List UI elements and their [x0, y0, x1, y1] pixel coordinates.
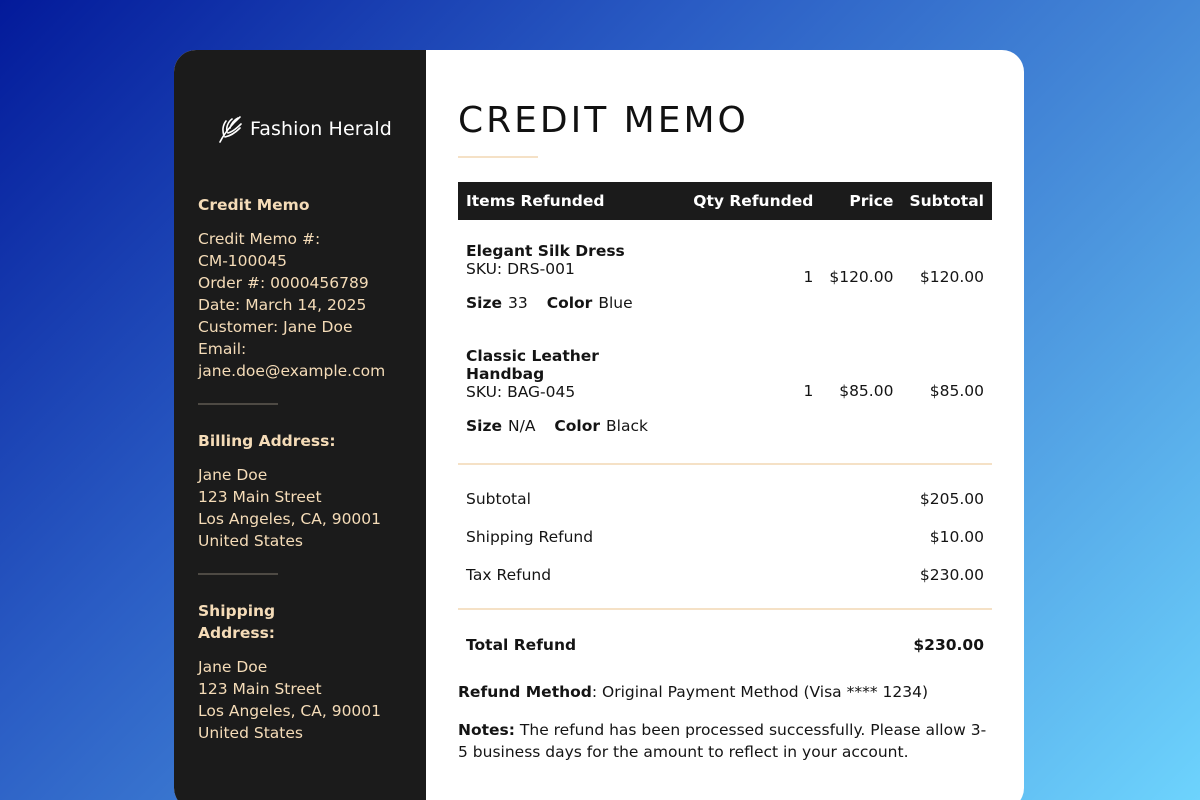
refund-method-label: Refund Method	[458, 683, 592, 701]
item-name: Classic Leather Handbag	[466, 347, 599, 383]
item-name: Elegant Silk Dress	[466, 242, 625, 260]
item-qty: 1	[803, 268, 814, 286]
billing-country: United States	[198, 532, 303, 550]
summary-divider	[458, 463, 992, 465]
item-size: N/A	[508, 417, 536, 435]
total-divider	[458, 608, 992, 610]
memo-info-section	[198, 194, 408, 382]
shipping-heading-line-2: Address:	[198, 624, 275, 642]
summary-row-subtotal	[466, 490, 984, 508]
column-header-price: Price	[849, 192, 894, 210]
shipping-name: Jane Doe	[198, 658, 268, 676]
brand-logo	[216, 114, 392, 144]
brand-name: Fashion Herald	[250, 118, 392, 140]
sidebar-divider	[198, 403, 278, 405]
total-refund-label: Total Refund	[466, 636, 577, 654]
customer-email: jane.doe@example.com	[198, 362, 386, 380]
billing-city: Los Angeles, CA, 90001	[198, 510, 382, 528]
email-label: Email:	[198, 340, 247, 358]
summary-value: $205.00	[919, 490, 984, 508]
item-price: $85.00	[839, 382, 894, 400]
item-details	[458, 334, 685, 448]
item-details	[458, 220, 685, 334]
page-title: CREDIT MEMO	[458, 100, 749, 141]
billing-street: 123 Main Street	[198, 488, 322, 506]
item-sku: SKU: DRS-001	[466, 260, 575, 278]
shipping-address-section	[198, 600, 408, 744]
item-size: 33	[508, 294, 528, 312]
total-refund-row	[466, 636, 984, 654]
order-number: Order #: 0000456789	[198, 274, 369, 292]
memo-date: Date: March 14, 2025	[198, 296, 367, 314]
table-header-row	[458, 182, 992, 220]
shipping-city: Los Angeles, CA, 90001	[198, 702, 382, 720]
memo-info-heading: Credit Memo	[198, 196, 310, 214]
column-header-qty: Qty Refunded	[693, 192, 814, 210]
notes	[458, 719, 992, 763]
total-refund-value: $230.00	[913, 636, 984, 654]
color-label: Color	[554, 417, 601, 435]
billing-address-section	[198, 430, 408, 552]
refund-method	[458, 681, 992, 703]
refund-method-value: : Original Payment Method (Visa **** 1234)	[591, 683, 929, 701]
shipping-street: 123 Main Street	[198, 680, 322, 698]
item-subtotal: $85.00	[929, 382, 984, 400]
credit-memo-card	[174, 50, 1024, 800]
summary-value: $230.00	[919, 566, 984, 584]
item-qty: 1	[803, 382, 814, 400]
column-header-items: Items Refunded	[466, 192, 605, 210]
shipping-address-heading	[198, 600, 408, 644]
table-row	[458, 220, 992, 334]
summary-value: $10.00	[929, 528, 984, 546]
item-subtotal: $120.00	[919, 268, 984, 286]
memo-main	[426, 50, 1024, 800]
item-price: $120.00	[829, 268, 894, 286]
table-row	[458, 334, 992, 448]
color-label: Color	[546, 294, 593, 312]
item-color: Blue	[598, 294, 633, 312]
shipping-heading-line-1: Shipping	[198, 602, 276, 620]
item-attributes	[466, 294, 677, 312]
feather-leaf-icon	[216, 114, 244, 144]
shipping-country: United States	[198, 724, 303, 742]
memo-number: CM-100045	[198, 252, 287, 270]
title-underline	[458, 156, 538, 158]
item-attributes	[466, 417, 677, 435]
summary-label: Subtotal	[466, 490, 531, 508]
item-color: Black	[606, 417, 648, 435]
summary-row-shipping	[466, 528, 984, 546]
size-label: Size	[466, 417, 503, 435]
column-header-subtotal: Subtotal	[909, 192, 984, 210]
item-sku: SKU: BAG-045	[466, 383, 576, 401]
notes-text: The refund has been processed successfully. Please allow 3-5 business days for the amount to reflect in your account.	[458, 721, 987, 761]
sidebar-divider	[198, 573, 278, 575]
memo-number-label: Credit Memo #:	[198, 230, 321, 248]
notes-label: Notes:	[458, 721, 515, 739]
summary-row-tax	[466, 566, 984, 584]
size-label: Size	[466, 294, 503, 312]
customer-name: Customer: Jane Doe	[198, 318, 353, 336]
sidebar	[174, 50, 426, 800]
summary-label: Shipping Refund	[466, 528, 594, 546]
billing-address-heading: Billing Address:	[198, 432, 336, 450]
billing-name: Jane Doe	[198, 466, 268, 484]
items-table	[458, 182, 992, 448]
summary-label: Tax Refund	[466, 566, 552, 584]
